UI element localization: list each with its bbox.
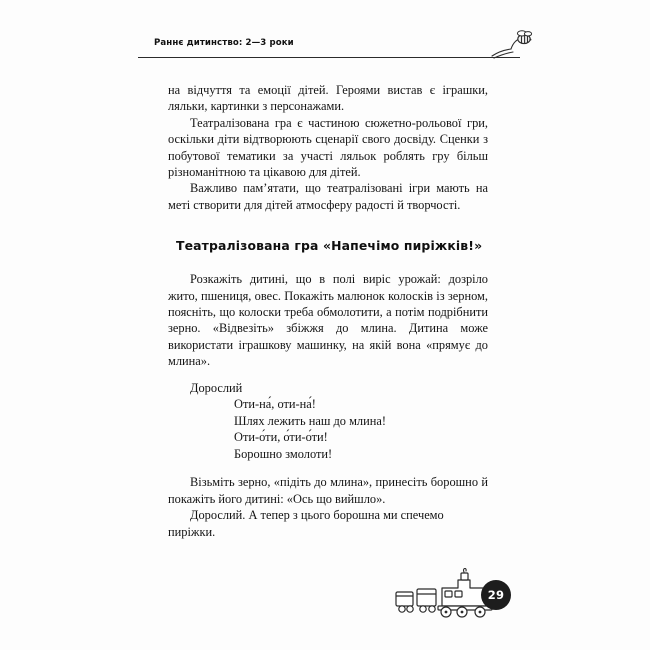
paragraph: на відчуття та емоції дітей. Героями вистав є іграшки, ляльки, картинки з персонажами. [168,83,488,114]
running-title: Раннє дитинство: 2—3 роки [154,38,294,48]
page-header [138,38,520,64]
verse-line: Оти-на́, оти-на́! [234,397,316,412]
paragraph: Розкажіть дитині, що в полі виріс урожай: дозріло жито, пшениця, овес. Покажіть малюнок колосків із зерном, поясніть, що колоски треба обмолотити, а потім подрібнити зерно. «Відвезіть» збіжжя до млина. Дитина може використати іграшкову машинку, на якій вона «прямує до млина». [168,272,488,369]
verse-line: Шлях лежить наш до млина! [234,413,386,428]
bee-body [517,31,531,44]
verse-line: Оти-о́ти, о́ти-о́ти! [234,430,328,445]
section-heading: Театралізована гра «Напечімо пиріжків!» [176,238,483,254]
dialogue-speaker: Дорослий [190,380,243,395]
page-number-badge: 29 [481,580,511,610]
verse-line: Борошно змолоти! [234,446,333,461]
page-footer [0,566,650,626]
paragraph: Важливо пам’ятати, що театралізовані ігри мають на меті створити для дітей атмосферу радості й творчості. [168,181,488,212]
dialogue-verse [168,396,488,462]
text-column [168,82,488,540]
section-heading-block [168,237,488,259]
paragraph: Візьміть зерно, «підіть до млина», принесіть борошно й покажіть його дитині: «Ось що вийшло». [168,475,488,506]
bee-flourish-icon [478,30,538,64]
paragraph: Дорослий. А тепер з цього борошна ми спечемо пиріжки. [168,508,444,539]
paragraph: Театралізована гра є частиною сюжетно-рольової гри, оскільки діти відтворюють сценарії свого досвіду. Сценки з побутової тематики за участі ляльок роблять гру більш різноманітною та цікавою для дітей. [168,115,488,180]
spacer [168,462,488,474]
header-divider [138,57,520,58]
